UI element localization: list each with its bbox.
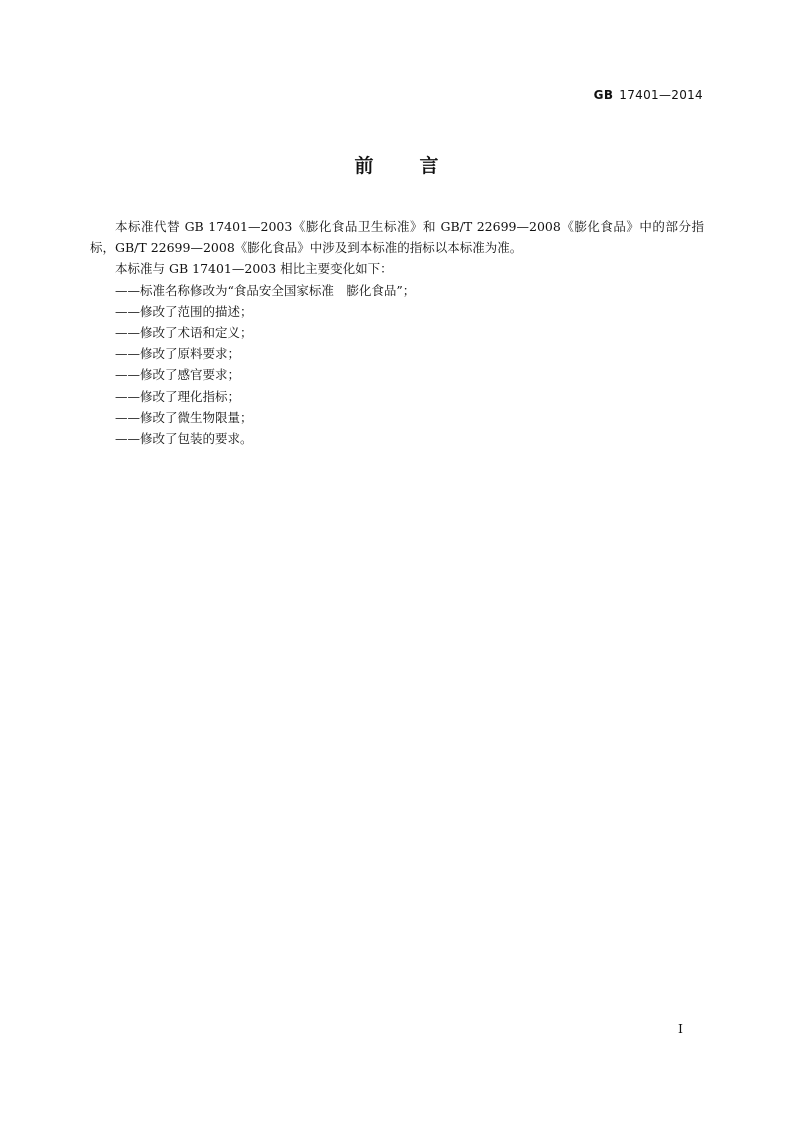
standard-number: 17401—2014 — [619, 88, 703, 102]
changes-intro-paragraph: 本标准与 GB 17401—2003 相比主要变化如下： — [115, 261, 393, 277]
replacement-paragraph: 本标准代替 GB 17401—2003《膨化食品卫生标准》和 GB/T 22699—2008《膨化食品》中的部分指标，GB/T 22699—2008《膨化食品》中涉及到本标准的指标以本标准为准。 — [90, 219, 704, 256]
list-item: ——修改了理化指标； — [115, 388, 241, 404]
list-item: ——修改了范围的描述； — [115, 303, 253, 319]
list-item: ——修改了术语和定义； — [115, 325, 253, 341]
list-item: ——修改了包装的要求。 — [115, 431, 253, 447]
list-item: ——修改了微生物限量； — [115, 409, 253, 425]
page-number: I — [678, 1021, 683, 1036]
list-item: ——修改了原料要求； — [115, 346, 241, 362]
page-title — [0, 151, 793, 178]
title-char-2: 言 — [419, 155, 439, 177]
list-item: ——标准名称修改为“食品安全国家标准 膨化食品”； — [115, 282, 416, 298]
standard-prefix: GB — [593, 88, 614, 102]
changes-list — [90, 280, 704, 450]
preface-body — [90, 216, 704, 449]
title-char-1: 前 — [354, 155, 374, 177]
list-item: ——修改了感官要求； — [115, 367, 241, 383]
standard-code — [594, 88, 703, 102]
